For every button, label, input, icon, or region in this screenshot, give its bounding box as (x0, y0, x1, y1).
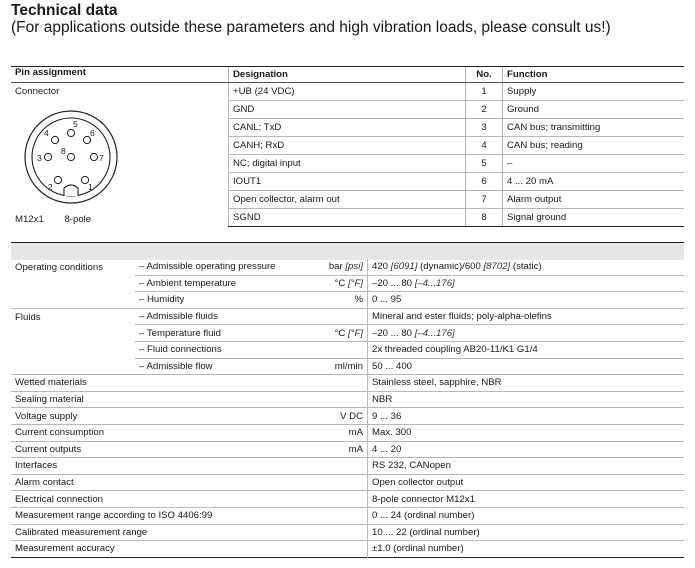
pin-no: 2 (466, 101, 503, 119)
function: CAN bus; transmitting (503, 119, 685, 137)
function: 4 ... 20 mA (503, 173, 685, 191)
spec-value: 4 ... 20 (368, 441, 685, 458)
spec-label: Interfaces (15, 460, 58, 472)
spec-unit (289, 491, 368, 508)
param-unit: % (354, 294, 363, 306)
spec-value: Open collector output (368, 474, 685, 491)
spec-unit: mA (348, 443, 363, 455)
pin-number-5: 5 (73, 119, 78, 129)
spec-unit (289, 507, 368, 524)
designation: CANH; RxD (229, 137, 466, 155)
spec-value: 9 ... 36 (368, 408, 685, 425)
connector-poles: 8-pole (64, 213, 92, 225)
pin-no: 6 (466, 173, 503, 191)
table-row (11, 507, 684, 524)
designation: IOUT1 (229, 173, 466, 191)
param-unit: bar [psi] (328, 261, 363, 273)
table-row (11, 441, 684, 458)
connector-cell (11, 83, 229, 227)
header-no: No. (466, 67, 503, 83)
pin-no: 7 (466, 191, 503, 209)
spec-value: 10 ... 22 (ordinal number) (368, 524, 685, 541)
pin-no: 4 (466, 137, 503, 155)
function: Ground (503, 101, 685, 119)
pin-number-6: 6 (90, 128, 95, 138)
param-name: – Fluid connections (139, 344, 222, 356)
table-row (11, 259, 684, 275)
function: CAN bus; reading (503, 137, 685, 155)
table-row (11, 83, 684, 101)
designation: +UB (24 VDC) (229, 83, 466, 101)
param-value: 2x threaded coupling AB20-11/K1 G1/4 (368, 341, 685, 358)
param-value: –20 ... 80 [–4...176] (368, 325, 685, 342)
designation: Open collector, alarm out (229, 191, 466, 209)
param-value: 0 ... 95 (368, 292, 685, 309)
param-value: 420 [6091] (dynamic)/600 [8702] (static) (368, 259, 685, 275)
spec-label: Wetted materials (15, 377, 87, 389)
designation: NC; digital input (229, 155, 466, 173)
spec-unit (289, 524, 368, 541)
param-unit (289, 341, 368, 358)
spec-label: Measurement range according to ISO 4406:99 (15, 510, 213, 522)
param-name: – Humidity (139, 294, 185, 306)
pin-5 (67, 129, 74, 136)
connector-key (64, 185, 78, 196)
spec-label: Current consumption (15, 427, 105, 439)
table-row (11, 491, 684, 508)
pin-8 (67, 153, 74, 160)
pin-number-1: 1 (88, 182, 93, 192)
spec-unit: mA (348, 427, 363, 439)
connector-diagram (21, 109, 121, 209)
table-row (11, 458, 684, 475)
spec-unit: V DC (340, 410, 363, 422)
spec-value: 0 ... 24 (ordinal number) (368, 507, 685, 524)
pin-number-2: 2 (48, 182, 53, 192)
param-name: – Admissible fluids (139, 311, 218, 323)
spec-label: Measurement accuracy (15, 543, 115, 555)
table-row (11, 391, 684, 408)
spec-unit (289, 391, 368, 408)
pin-table-header-row (11, 67, 684, 83)
param-unit: °C [°F] (334, 327, 363, 339)
spec-table (11, 259, 684, 558)
table-row (11, 474, 684, 491)
pin-no: 8 (466, 209, 503, 227)
table-row (11, 408, 684, 425)
spec-label: Current outputs (15, 443, 82, 455)
spec-label: Electrical connection (15, 493, 103, 505)
designation: CANL; TxD (229, 119, 466, 137)
connector-type: M12x1 (15, 213, 44, 225)
section-band (11, 242, 684, 260)
group-label: Fluids (15, 311, 41, 323)
spec-unit (289, 375, 368, 392)
pin-no: 1 (466, 83, 503, 101)
table-row (11, 541, 684, 558)
param-unit: ml/min (334, 360, 363, 372)
param-name: – Temperature fluid (139, 327, 221, 339)
spec-unit (289, 458, 368, 475)
pin-number-7: 7 (99, 153, 104, 163)
function: Alarm output (503, 191, 685, 209)
pin-3 (44, 153, 51, 160)
connector-label: Connector (15, 86, 60, 97)
page-subtitle: (For applications outside these parameters and high vibration loads, please consult us!) (11, 19, 611, 36)
pin-no: 3 (466, 119, 503, 137)
table-row (11, 424, 684, 441)
param-name: – Admissible flow (139, 360, 213, 372)
spec-unit (289, 474, 368, 491)
designation: SGND (229, 209, 466, 227)
param-value: Mineral and ester fluids; poly-alpha-olefins (368, 308, 685, 325)
function: Supply (503, 83, 685, 101)
param-name: – Ambient temperature (139, 277, 237, 289)
header-designation: Designation (229, 67, 466, 83)
table-row (11, 524, 684, 541)
param-name: – Admissible operating pressure (139, 261, 276, 273)
spec-value: Max. 300 (368, 424, 685, 441)
pin-4 (51, 136, 58, 143)
spec-value: NBR (368, 391, 685, 408)
spec-label: Calibrated measurement range (15, 526, 148, 538)
designation: GND (229, 101, 466, 119)
pin-assignment-table (11, 66, 684, 227)
param-value: –20 ... 80 [–4...176] (368, 275, 685, 292)
pin-number-4: 4 (44, 128, 49, 138)
function: Signal ground (503, 209, 685, 227)
pin-number-3: 3 (37, 153, 42, 163)
table-row (11, 308, 684, 325)
group-label: Operating conditions (15, 262, 103, 273)
header-function: Function (503, 67, 685, 83)
param-unit: °C [°F] (334, 277, 363, 289)
spec-label: Voltage supply (15, 410, 78, 422)
spec-label: Alarm contact (15, 477, 74, 489)
spec-value: RS 232, CANopen (368, 458, 685, 475)
pin-2 (54, 176, 61, 183)
pin-number-8: 8 (61, 146, 66, 156)
spec-value: ±1.0 (ordinal number) (368, 541, 685, 558)
spec-unit (289, 541, 368, 558)
pin-no: 5 (466, 155, 503, 173)
param-value: 50 ... 400 (368, 358, 685, 375)
param-unit (289, 308, 368, 325)
table-row (11, 375, 684, 392)
pin-7 (90, 153, 97, 160)
spec-label: Sealing material (15, 394, 84, 406)
function: – (503, 155, 685, 173)
page-title: Technical data (11, 2, 118, 19)
spec-value: Stainless steel, sapphire, NBR (368, 375, 685, 392)
spec-value: 8-pole connector M12x1 (368, 491, 685, 508)
header-pin-assignment: Pin assignment (11, 67, 229, 83)
connector-footer (15, 214, 91, 225)
